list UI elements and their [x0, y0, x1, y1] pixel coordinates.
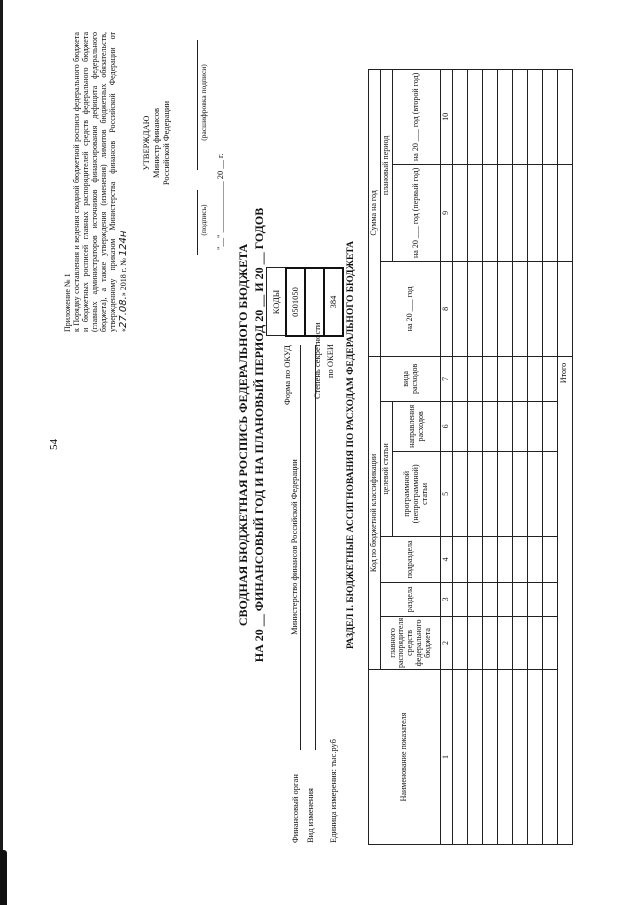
num-4: 4: [441, 536, 453, 582]
num-7: 7: [441, 356, 453, 401]
title-line2: НА 20 __ ФИНАНСОВЫЙ ГОД И НА ПЛАНОВЫЙ ПЕРИОД 20 __ И 20 __ ГОДОВ: [251, 207, 266, 663]
codes-table: [266, 267, 344, 337]
col-program: программной (непрограммной) статьи: [393, 451, 441, 536]
fin-body-line: [300, 345, 301, 750]
table-row: [467, 69, 482, 844]
okei-code: 384: [324, 268, 343, 336]
code-empty-1: [305, 268, 324, 336]
approval-line1: Министр финансов: [150, 107, 161, 179]
total-row: [557, 69, 572, 844]
num-6: 6: [441, 401, 453, 451]
annex-year: » 2018 г. №: [118, 258, 128, 297]
table-row: [482, 69, 497, 844]
group-target: целевой статьи: [381, 401, 393, 536]
table-row: [527, 69, 542, 844]
title-line1: СВОДНАЯ БЮДЖЕТНАЯ РОСПИСЬ ФЕДЕРАЛЬНОГО БЮДЖЕТА: [236, 243, 250, 627]
section-title: РАЗДЕЛ I. БЮДЖЕТНЫЕ АССИГНОВАНИЯ ПО РАСХОДАМ ФЕДЕРАЛЬНОГО БЮДЖЕТА: [346, 240, 356, 650]
document-title: [236, 175, 267, 695]
decoding-line: [197, 40, 198, 170]
group-sum: Сумма на год: [369, 69, 381, 356]
unit-label: Единица измерения: тыс.руб: [328, 739, 338, 843]
signature-line: [197, 190, 198, 255]
col-razdel: раздела: [381, 582, 441, 616]
col-direction: направления расходов: [393, 401, 441, 451]
approval-line2: Российской Федерации: [160, 100, 171, 186]
handwritten-date: 27.08.: [117, 296, 129, 328]
num-2: 2: [441, 616, 453, 669]
col-name: Наименование показателя: [369, 670, 441, 845]
group-plan: плановый период: [381, 69, 393, 261]
table-row: [452, 69, 467, 844]
annex-note: [64, 32, 129, 332]
col-current: на 20 ___ год: [381, 261, 441, 356]
group-code: Код по бюджетной классификации: [369, 356, 381, 669]
page-number: 54: [48, 439, 60, 450]
num-8: 8: [441, 261, 453, 356]
codes-header: КОДЫ: [267, 268, 286, 336]
secrecy-label: Степень секретности: [312, 322, 322, 399]
col-podrazdel: подраздела: [381, 536, 441, 582]
approval-heading: УТВЕРЖДАЮ: [141, 115, 151, 171]
num-3: 3: [441, 582, 453, 616]
col-glav: главного распорядителя средств федерального бюджета: [381, 616, 441, 669]
col-first: на 20 ___ год (первый год): [393, 164, 441, 261]
total-label: Итого: [557, 356, 572, 844]
okud-label: Форма по ОКУД: [282, 345, 292, 405]
approval-block: [142, 73, 171, 213]
allocations-table: [368, 69, 573, 845]
signature-caption: (подпись): [199, 204, 208, 236]
annex-title: Приложение № 1: [63, 273, 72, 332]
col-second: на 20 ___ год (второй год): [393, 69, 441, 164]
okei-label: по ОКЕИ: [325, 343, 335, 378]
okud-code: 0501050: [286, 268, 305, 336]
fin-body-value: Министерство финансов Российской Федерации: [289, 459, 299, 635]
annex-text: к Порядку составления и ведения сводной бюджетной росписи федерального бюджета и бюджетных росписей главных распорядителей средств федерального бюджета (главных администраторов источников финансирования дефицита федерального бюджета), а также утверждения (изменения) лимитов бюджетных обязательств, утвержденному приказом Министерства финансов Российской Федерации от «: [71, 32, 128, 332]
approval-date: "__" ____________ 20 __ г.: [215, 153, 225, 250]
col-vid: вида расходов: [381, 356, 441, 401]
num-10: 10: [441, 69, 453, 164]
num-9: 9: [441, 164, 453, 261]
change-type-label: Вид изменения: [305, 788, 315, 843]
table-row: [512, 69, 527, 844]
handwritten-number: 124н: [117, 230, 129, 257]
table-row: [497, 69, 512, 844]
fin-body-label: Финансовый орган: [290, 774, 300, 843]
decoding-caption: (расшифровка подписи): [199, 64, 208, 141]
change-type-line: [315, 345, 316, 750]
table-row: [542, 69, 557, 844]
num-5: 5: [441, 451, 453, 536]
num-1: 1: [441, 670, 453, 845]
